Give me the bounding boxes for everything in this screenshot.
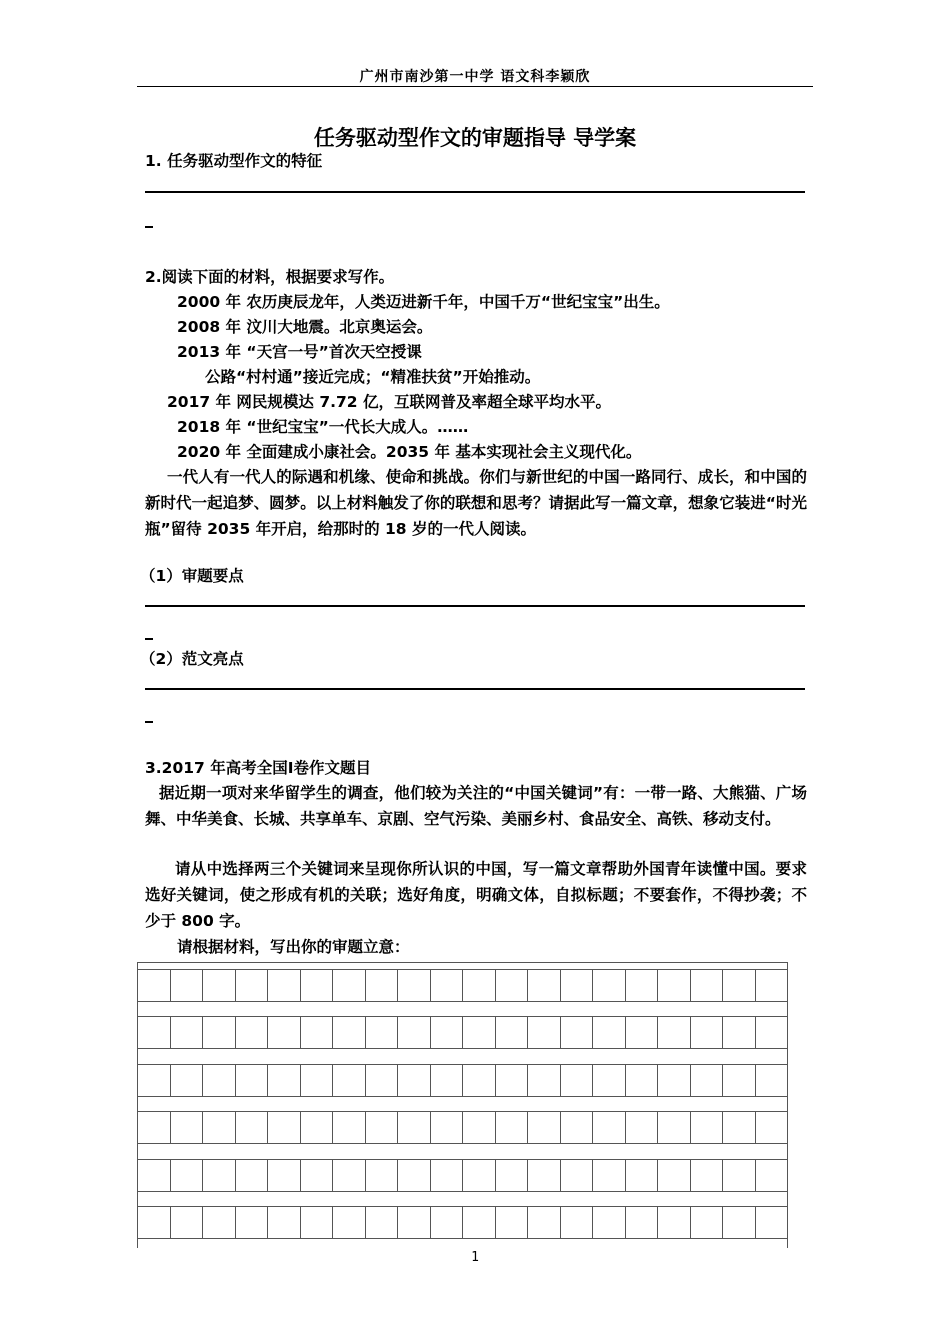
answer-line-dash	[145, 721, 153, 723]
grid-cell[interactable]	[463, 1160, 496, 1191]
grid-cell[interactable]	[723, 1017, 756, 1048]
grid-cell[interactable]	[528, 1160, 561, 1191]
material-line: 公路“村村通”接近完成；“精准扶贫”开始推动。	[205, 368, 541, 386]
grid-cell[interactable]	[561, 970, 594, 1001]
grid-cell[interactable]	[756, 970, 788, 1001]
grid-cell[interactable]	[691, 970, 724, 1001]
grid-cell[interactable]	[203, 1065, 236, 1096]
grid-row	[138, 1111, 787, 1144]
grid-cell[interactable]	[301, 1065, 334, 1096]
grid-cell[interactable]	[333, 1207, 366, 1238]
grid-cell[interactable]	[431, 1065, 464, 1096]
grid-cell[interactable]	[398, 1112, 431, 1143]
grid-cell[interactable]	[658, 1017, 691, 1048]
grid-cell[interactable]	[138, 1112, 171, 1143]
page-header: 广州市南沙第一中学 语文科李颖欣	[359, 69, 591, 85]
grid-cell[interactable]	[528, 1207, 561, 1238]
grid-cell[interactable]	[431, 970, 464, 1001]
grid-cell[interactable]	[301, 1017, 334, 1048]
grid-cell[interactable]	[593, 1065, 626, 1096]
section2-prompt: 一代人有一代人的际遇和机缘、使命和挑战。你们与新世纪的中国一路同行、成长，和中国的新时代一起追梦、圆梦。以上材料触发了你的联想和思考？请据此写一篇文章，想象它装进“时光瓶”留待 2035 年开启，给那时的 18 岁的一代人阅读。	[145, 468, 807, 538]
sub-heading-key-points: （1）审题要点	[140, 567, 244, 585]
grid-cell[interactable]	[398, 1160, 431, 1191]
answer-line[interactable]	[145, 605, 805, 607]
grid-cell[interactable]	[756, 1160, 788, 1191]
grid-cell[interactable]	[236, 970, 269, 1001]
grid-cell[interactable]	[723, 1112, 756, 1143]
grid-cell[interactable]	[301, 1112, 334, 1143]
grid-cell[interactable]	[496, 1207, 529, 1238]
grid-cell[interactable]	[463, 1207, 496, 1238]
grid-cell[interactable]	[496, 1160, 529, 1191]
grid-cell[interactable]	[561, 1160, 594, 1191]
grid-cell[interactable]	[171, 1160, 204, 1191]
grid-row	[138, 1159, 787, 1192]
section3-instruction: 请根据材料，写出你的审题立意：	[177, 938, 410, 956]
grid-cell[interactable]	[691, 1112, 724, 1143]
material-line: 2017 年 网民规模达 7.72 亿，互联网普及率超全球平均水平。	[167, 393, 611, 411]
section3-requirements: 请从中选择两三个关键词来呈现你所认识的中国，写一篇文章帮助外国青年读懂中国。要求选好关键词，使之形成有机的关联；选好角度，明确文体，自拟标题；不要套作，不得抄袭；不少于 800 字。	[145, 860, 807, 930]
grid-cell[interactable]	[626, 1065, 659, 1096]
grid-cell[interactable]	[171, 1112, 204, 1143]
material-line: 2008 年 汶川大地震。北京奥运会。	[177, 318, 433, 336]
grid-cell[interactable]	[626, 1112, 659, 1143]
grid-cell[interactable]	[496, 1112, 529, 1143]
material-line: 2020 年 全面建成小康社会。2035 年 基本实现社会主义现代化。	[177, 443, 642, 461]
grid-cell[interactable]	[561, 1017, 594, 1048]
grid-cell[interactable]	[366, 1207, 399, 1238]
grid-cell[interactable]	[268, 970, 301, 1001]
grid-cell[interactable]	[366, 1017, 399, 1048]
grid-cell[interactable]	[658, 1160, 691, 1191]
grid-cell[interactable]	[691, 1017, 724, 1048]
grid-cell[interactable]	[431, 1112, 464, 1143]
grid-cell[interactable]	[236, 1065, 269, 1096]
grid-cell[interactable]	[658, 1207, 691, 1238]
sub-heading-highlights: （2）范文亮点	[140, 650, 244, 668]
grid-cell[interactable]	[366, 1112, 399, 1143]
grid-cell[interactable]	[366, 1065, 399, 1096]
grid-cell[interactable]	[203, 970, 236, 1001]
grid-cell[interactable]	[463, 1065, 496, 1096]
grid-cell[interactable]	[626, 1160, 659, 1191]
grid-cell[interactable]	[171, 1017, 204, 1048]
writing-grid[interactable]	[137, 962, 788, 1248]
grid-cell[interactable]	[496, 1017, 529, 1048]
grid-cell[interactable]	[203, 1207, 236, 1238]
grid-cell[interactable]	[626, 1017, 659, 1048]
grid-cell[interactable]	[333, 1160, 366, 1191]
answer-line[interactable]	[145, 688, 805, 690]
header-divider	[137, 86, 813, 87]
grid-cell[interactable]	[398, 1207, 431, 1238]
grid-row	[138, 1064, 787, 1097]
grid-cell[interactable]	[366, 970, 399, 1001]
grid-cell[interactable]	[463, 1112, 496, 1143]
grid-cell[interactable]	[593, 1207, 626, 1238]
material-line: 2018 年 “世纪宝宝”一代长大成人。……	[177, 418, 469, 436]
grid-cell[interactable]	[658, 1112, 691, 1143]
grid-cell[interactable]	[691, 1207, 724, 1238]
grid-cell[interactable]	[171, 970, 204, 1001]
grid-cell[interactable]	[756, 1065, 788, 1096]
grid-cell[interactable]	[366, 1160, 399, 1191]
material-line: 2013 年 “天宫一号”首次天空授课	[177, 343, 422, 361]
grid-cell[interactable]	[561, 1207, 594, 1238]
grid-cell[interactable]	[528, 970, 561, 1001]
grid-cell[interactable]	[691, 1160, 724, 1191]
grid-cell[interactable]	[463, 970, 496, 1001]
grid-cell[interactable]	[236, 1017, 269, 1048]
grid-cell[interactable]	[528, 1017, 561, 1048]
grid-cell[interactable]	[463, 1017, 496, 1048]
grid-cell[interactable]	[333, 1112, 366, 1143]
grid-cell[interactable]	[723, 1065, 756, 1096]
grid-cell[interactable]	[398, 970, 431, 1001]
grid-cell[interactable]	[138, 1160, 171, 1191]
grid-cell[interactable]	[626, 1207, 659, 1238]
grid-cell[interactable]	[756, 1112, 788, 1143]
grid-cell[interactable]	[301, 970, 334, 1001]
grid-cell[interactable]	[593, 1017, 626, 1048]
grid-cell[interactable]	[171, 1207, 204, 1238]
grid-cell[interactable]	[138, 1207, 171, 1238]
grid-cell[interactable]	[236, 1112, 269, 1143]
grid-cell[interactable]	[431, 1160, 464, 1191]
grid-row	[138, 969, 787, 1002]
grid-cell[interactable]	[431, 1207, 464, 1238]
grid-cell[interactable]	[268, 1160, 301, 1191]
grid-cell[interactable]	[496, 970, 529, 1001]
grid-top-line	[138, 962, 787, 963]
grid-cell[interactable]	[333, 970, 366, 1001]
page-number: 1	[471, 1250, 479, 1265]
section2-heading: 2.阅读下面的材料，根据要求写作。	[145, 268, 395, 286]
grid-cell[interactable]	[431, 1017, 464, 1048]
grid-cell[interactable]	[528, 1112, 561, 1143]
grid-cell[interactable]	[138, 1017, 171, 1048]
grid-cell[interactable]	[333, 1017, 366, 1048]
grid-cell[interactable]	[268, 1017, 301, 1048]
grid-cell[interactable]	[756, 1017, 788, 1048]
grid-cell[interactable]	[268, 1207, 301, 1238]
answer-line-dash	[145, 638, 153, 640]
grid-cell[interactable]	[138, 1065, 171, 1096]
grid-cell[interactable]	[528, 1065, 561, 1096]
grid-cell[interactable]	[593, 1160, 626, 1191]
grid-row	[138, 1206, 787, 1239]
grid-cell[interactable]	[398, 1017, 431, 1048]
grid-cell[interactable]	[658, 970, 691, 1001]
grid-cell[interactable]	[593, 970, 626, 1001]
grid-cell[interactable]	[561, 1065, 594, 1096]
answer-line[interactable]	[145, 191, 805, 193]
grid-cell[interactable]	[236, 1207, 269, 1238]
section3-paragraph: 据近期一项对来华留学生的调查，他们较为关注的“中国关键词”有：一带一路、大熊猫、广场舞、中华美食、长城、共享单车、京剧、空气污染、美丽乡村、食品安全、高铁、移动支付。	[145, 784, 807, 828]
grid-cell[interactable]	[756, 1207, 788, 1238]
grid-cell[interactable]	[268, 1112, 301, 1143]
grid-cell[interactable]	[496, 1065, 529, 1096]
grid-cell[interactable]	[561, 1112, 594, 1143]
section3-heading: 3.2017 年高考全国Ⅰ卷作文题目	[145, 759, 371, 777]
answer-line-dash	[145, 226, 153, 228]
grid-row	[138, 1016, 787, 1049]
material-line: 2000 年 农历庚辰龙年，人类迈进新千年，中国千万“世纪宝宝”出生。	[177, 293, 670, 311]
grid-cell[interactable]	[398, 1065, 431, 1096]
grid-cell[interactable]	[723, 970, 756, 1001]
grid-cell[interactable]	[171, 1065, 204, 1096]
grid-cell[interactable]	[626, 970, 659, 1001]
grid-cell[interactable]	[138, 970, 171, 1001]
document-title: 任务驱动型作文的审题指导 导学案	[313, 126, 637, 150]
section1-heading: 1. 任务驱动型作文的特征	[145, 152, 323, 170]
grid-cell[interactable]	[203, 1017, 236, 1048]
grid-cell[interactable]	[333, 1065, 366, 1096]
grid-cell[interactable]	[723, 1160, 756, 1191]
grid-cell[interactable]	[203, 1112, 236, 1143]
grid-cell[interactable]	[301, 1160, 334, 1191]
grid-cell[interactable]	[658, 1065, 691, 1096]
grid-cell[interactable]	[236, 1160, 269, 1191]
grid-cell[interactable]	[691, 1065, 724, 1096]
grid-cell[interactable]	[203, 1160, 236, 1191]
grid-cell[interactable]	[723, 1207, 756, 1238]
grid-cell[interactable]	[268, 1065, 301, 1096]
grid-cell[interactable]	[593, 1112, 626, 1143]
grid-cell[interactable]	[301, 1207, 334, 1238]
